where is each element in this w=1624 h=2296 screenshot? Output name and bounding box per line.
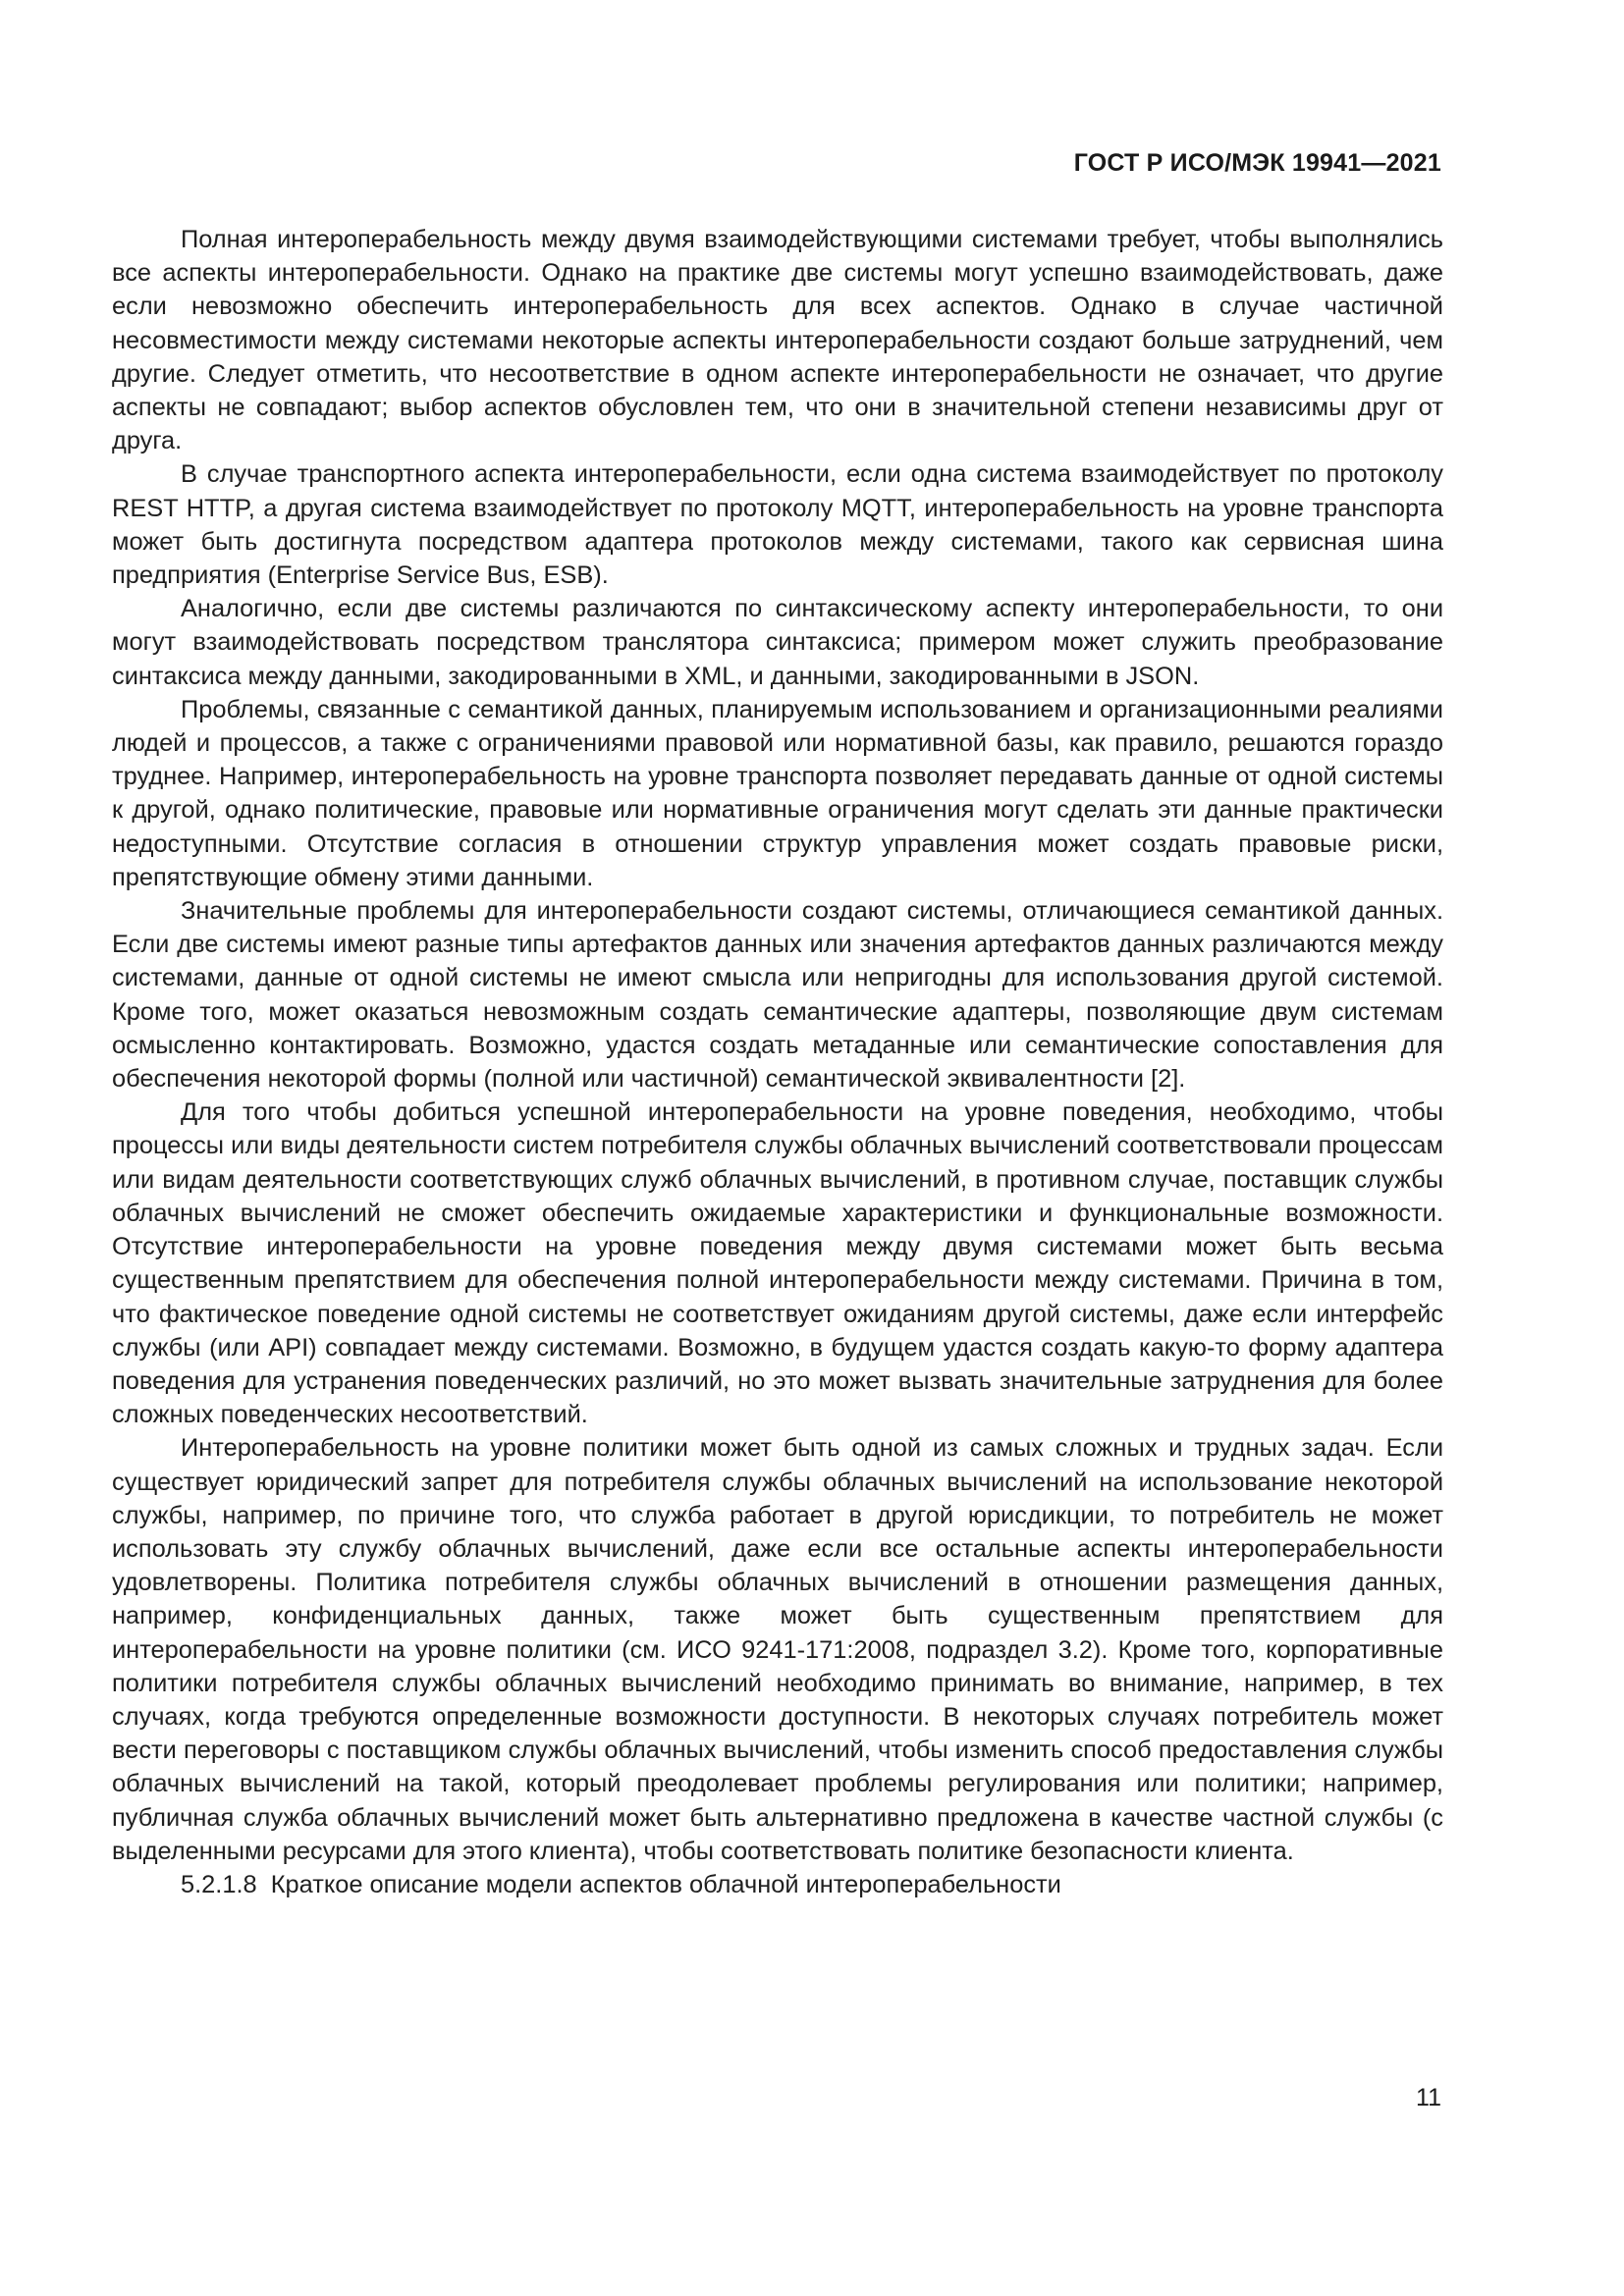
paragraph-syntactic-aspect: Аналогично, если две системы различаются по синтаксическому аспекту интероперабельности, то они могут взаимодействовать посредством транслятора синтаксиса; примером может служить преобразование синтаксиса между данными, закодированными в XML, и данными, закодированными в JSON. — [112, 595, 1443, 690]
paragraph-full-interoperability: Полная интероперабельность между двумя взаимодействующими системами требует, чтобы выполнялись все аспекты интероперабельности. Однако на практике две системы могут успешно взаимодействовать, даже если невозможно обеспечить интероперабельность для всех аспектов. Однако в случае частичной несовместимости между системами некоторые аспекты интероперабельности создают больше затруднений, чем другие. Следует отметить, что несоответствие в одном аспекте интероперабельности не означает, что другие аспекты не совпадают; выбор аспектов обусловлен тем, что они в значительной степени независимы друг от друга. — [112, 226, 1443, 455]
page-number: 11 — [1416, 2084, 1441, 2111]
paragraph-semantic-differences: Значительные проблемы для интероперабельности создают системы, отличающиеся семантикой данных. Если две системы имеют разные типы артефактов данных или значения артефактов данных различаются между системами, данные от одной системы не имеют смысла или непригодны для использования другой системой. Кроме того, может оказаться невозможным создать семантические адаптеры, позволяющие двум системам осмысленно контактировать. Возможно, удастся создать метаданные или семантические сопоставления для обеспечения некоторой формы (полной или частичной) семантической эквивалентности [2]. — [112, 897, 1443, 1094]
paragraph-behavioral-interoperability: Для того чтобы добиться успешной интероперабельности на уровне поведения, необходимо, чтобы процессы или виды деятельности систем потребителя службы облачных вычислений соответствовали процессам или видам деятельности соответствующих служб облачных вычислений, в противном случае, поставщик службы облачных вычислений не сможет обеспечить ожидаемые характеристики и функциональные возможности. Отсутствие интероперабельности на уровне поведения между двумя системами может быть весьма существенным препятствием для обеспечения полной интероперабельности между системами. Причина в том, что фактическое поведение одной системы не соответствует ожиданиям другой системы, даже если интерфейс службы (или API) совпадает между системами. Возможно, в будущем удастся создать какую-то форму адаптера поведения для устранения поведенческих различий, но это может вызвать значительные затруднения для более сложных поведенческих несоответствий. — [112, 1098, 1443, 1429]
section-number: 5.2.1.8 — [181, 1870, 257, 1898]
section-heading — [112, 1868, 1443, 1901]
section-title: Краткое описание модели аспектов облачной интероперабельности — [270, 1870, 1061, 1898]
document-body — [112, 223, 1443, 1901]
paragraph-transport-aspect: В случае транспортного аспекта интероперабельности, если одна система взаимодействует по протоколу REST HTTP, а другая система взаимодействует по протоколу MQTT, интероперабельность на уровне транспорта может быть достигнута посредством адаптера протоколов между системами, такого как сервисная шина предприятия (Enterprise Service Bus, ESB). — [112, 460, 1443, 590]
document-code-header: ГОСТ Р ИСО/МЭК 19941—2021 — [1073, 149, 1441, 177]
paragraph-semantic-problems: Проблемы, связанные с семантикой данных, планируемым использованием и организационными реалиями людей и процессов, а также с ограничениями правовой или нормативной базы, как правило, решаются гораздо труднее. Например, интероперабельность на уровне транспорта позволяет передавать данные от одной системы к другой, однако политические, правовые или нормативные ограничения могут сделать эти данные практически недоступными. Отсутствие согласия в отношении структур управления может создать правовые риски, препятствующие обмену этими данными. — [112, 695, 1443, 891]
paragraph-policy-interoperability: Интероперабельность на уровне политики может быть одной из самых сложных и трудных задач. Если существует юридический запрет для потребителя службы облачных вычислений на использование некоторой службы, например, по причине того, что служба работает в другой юрисдикции, то потребитель не может использовать эту службу облачных вычислений, даже если все остальные аспекты интероперабельности удовлетворены. Политика потребителя службы облачных вычислений в отношении размещения данных, например, конфиденциальных данных, также может быть существенным препятствием для интероперабельности на уровне политики (см. ИСО 9241-171:2008, подраздел 3.2). Кроме того, корпоративные политики потребителя службы облачных вычислений необходимо принимать во внимание, например, в тех случаях, когда требуются определенные возможности доступности. В некоторых случаях потребитель может вести переговоры с поставщиком службы облачных вычислений, чтобы изменить способ предоставления службы облачных вычислений на такой, который преодолевает проблемы регулирования или политики; например, публичная служба облачных вычислений может быть альтернативно предложена в качестве частной службы (с выделенными ресурсами для этого клиента), чтобы соответствовать политике безопасности клиента. — [112, 1434, 1443, 1865]
